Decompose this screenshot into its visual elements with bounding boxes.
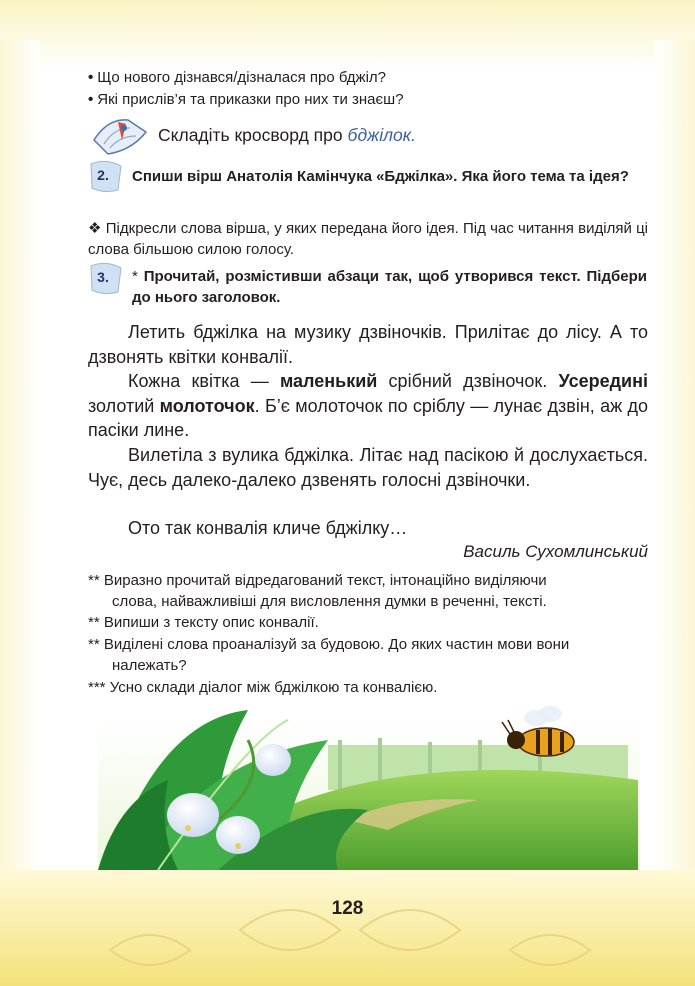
- crossword-instruction: Складіть кросворд про бджілок.: [158, 125, 416, 145]
- left-margin-decor: [0, 40, 40, 920]
- text-paragraph: Ото так конвалія кличе бджілку…: [128, 518, 408, 538]
- task3-title: * Прочитай, розмістивши абзаци так, щоб утворився текст. Підбери до нього заголовок.: [132, 268, 647, 306]
- question-item: • Які прислів’я та приказки про них ти знаєш?: [88, 91, 404, 108]
- question-item: *** Усно склади діалог між бджілкою та конвалією.: [88, 679, 438, 696]
- task2-subtask: ❖ Підкресли слова вірша, у яких передана його ідея. Під час читання виділяй ці слова більшою силою голосу.: [88, 220, 649, 258]
- task-number-badge: 2.: [88, 160, 124, 194]
- task2-title: Спиши вірш Анатолія Камінчука «Бджілка». Яка його тема та ідея?: [132, 168, 629, 185]
- author-name: Василь Сухомлинський: [463, 542, 648, 561]
- question-item: ** Виділені слова проаналізуй за будовою. До яких частин мови вони належать?: [88, 636, 570, 674]
- question-item: • Що нового дізнався/дізналася про бджіл?: [88, 69, 387, 86]
- crossword-paper-icon: [88, 110, 150, 160]
- leaf-ornament: [0, 870, 695, 986]
- lily-bee-illustration: [98, 700, 640, 880]
- text-paragraph: Летить бджілка на музику дзвіночків. Прилітає до лісу. А то дзвонять квітки конвалії.: [88, 322, 648, 367]
- task-number-badge: 3.: [88, 262, 124, 296]
- bottom-decor-band: [0, 870, 695, 986]
- text-paragraph: Кожна квітка — маленький срібний дзвіночок. Усередині золотий молоточок. Б’є молоточок по сріблу — лунає дзвін, аж до пасіки лине.: [88, 371, 648, 440]
- question-item: ** Випиши з тексту опис конвалії.: [88, 614, 319, 631]
- question-item: ** Виразно прочитай відредагований текст, інтонаційно виділяючи слова, найважливіші для висловлення думки в реченні, тексті.: [88, 572, 547, 610]
- top-decor-band: [0, 0, 695, 70]
- right-margin-decor: [655, 40, 695, 920]
- page-number: 128: [331, 898, 364, 919]
- text-paragraph: Вилетіла з вулика бджілка. Літає над пасікою й дослухається. Чує, десь далеко-далеко дзвенять голосні дзвіночки.: [88, 445, 648, 490]
